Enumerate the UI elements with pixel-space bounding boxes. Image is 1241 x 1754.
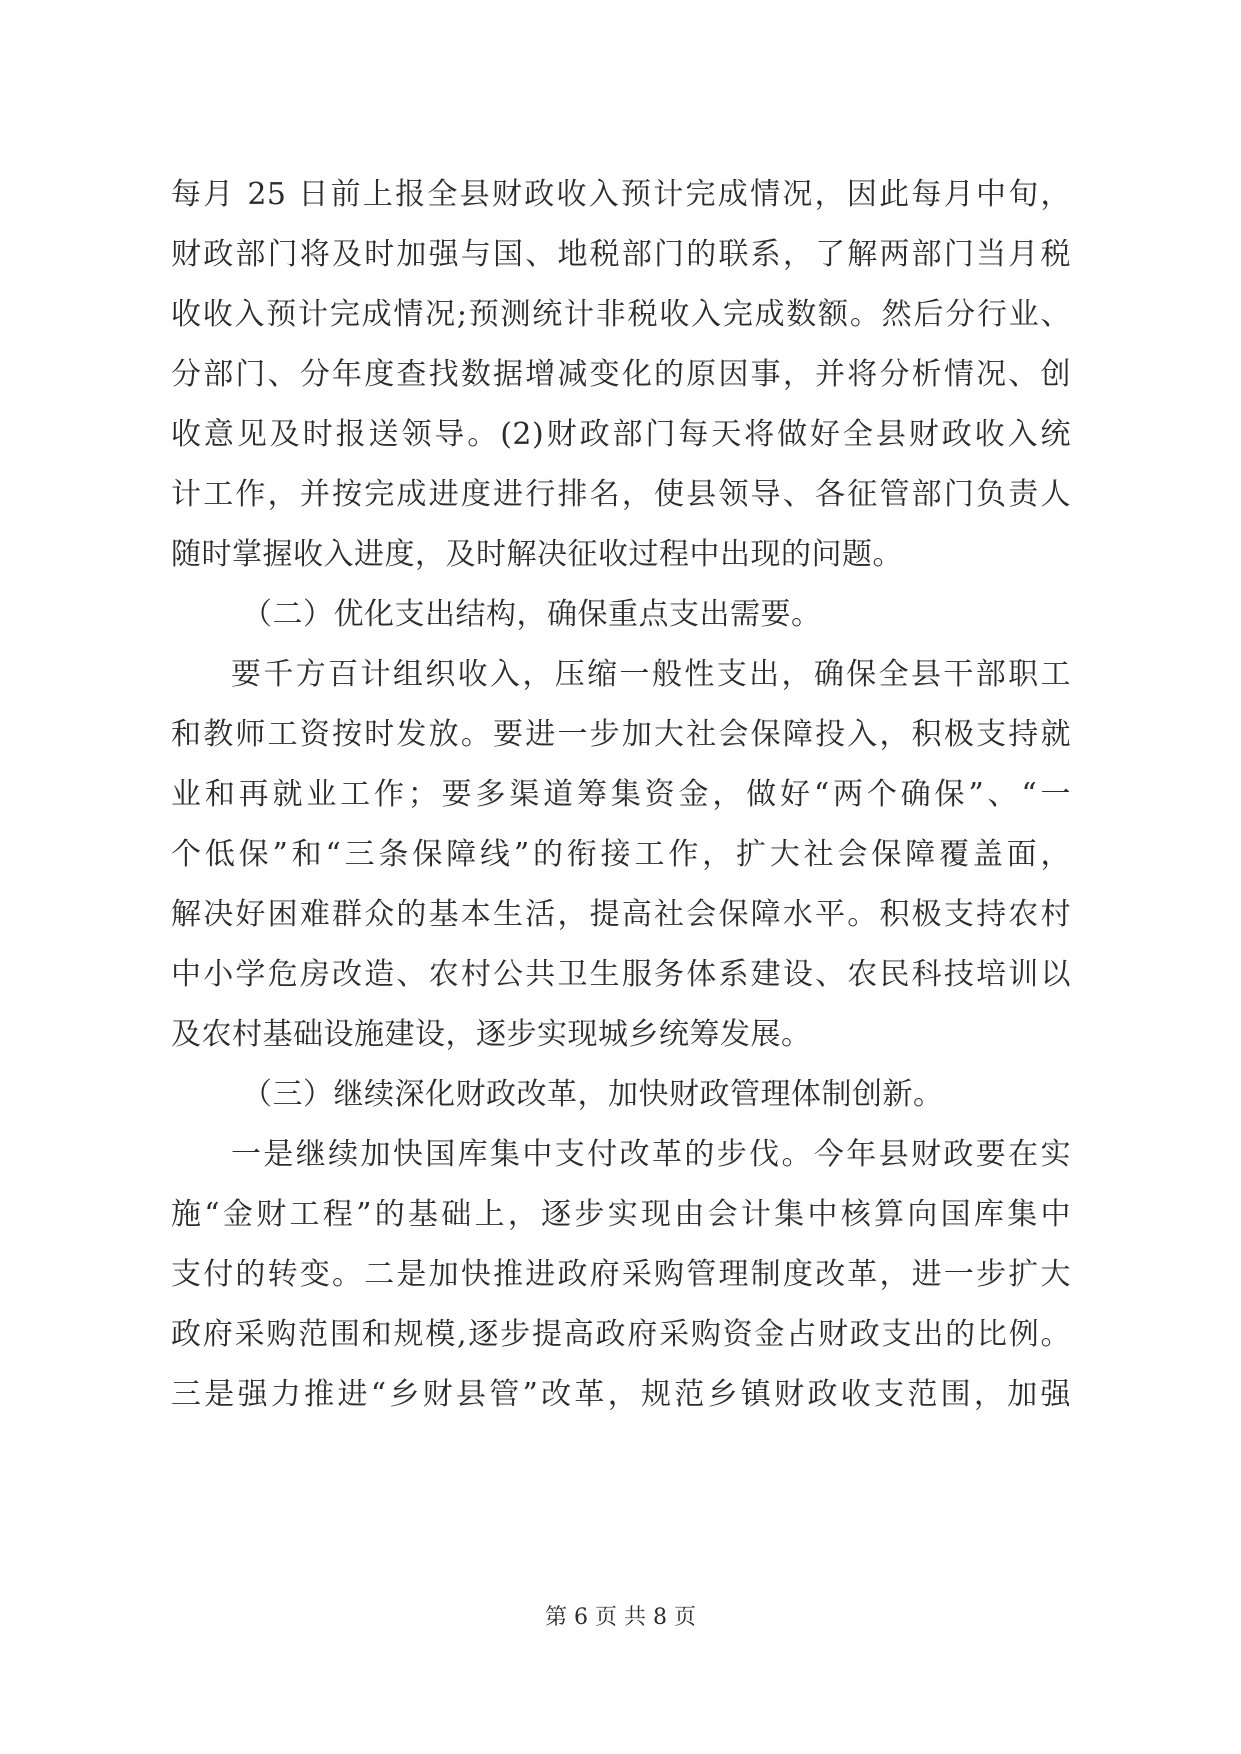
text-line: 政府采购范围和规模,逐步提高政府采购资金占财政支出的比例。	[171, 1317, 1071, 1352]
text-line: 和教师工资按时发放。要进一步加大社会保障投入，积极支持就	[171, 717, 1071, 752]
text-line: 财政部门将及时加强与国、地税部门的联系，了解两部门当月税	[171, 237, 1071, 272]
text-line: 每月 25 日前上报全县财政收入预计完成情况，因此每月中旬，	[171, 177, 1071, 212]
text-line: 支付的转变。二是加快推进政府采购管理制度改革，进一步扩大	[171, 1257, 1071, 1292]
page-number-footer: 第 6 页 共 8 页	[545, 1605, 696, 1630]
text-line: 业和再就业工作；要多渠道筹集资金，做好“两个确保”、“一	[171, 777, 1071, 812]
text-line: 一是继续加快国库集中支付改革的步伐。今年县财政要在实	[231, 1137, 1071, 1172]
text-line: 收意见及时报送领导。(2)财政部门每天将做好全县财政收入统	[171, 417, 1071, 452]
text-line: 中小学危房改造、农村公共卫生服务体系建设、农民科技培训以	[171, 957, 1071, 992]
text-line: 计工作，并按完成进度进行排名，使县领导、各征管部门负责人	[171, 477, 1071, 512]
text-line: 施“金财工程”的基础上，逐步实现由会计集中核算向国库集中	[171, 1197, 1071, 1232]
text-line: 及农村基础设施建设，逐步实现城乡统筹发展。	[171, 1017, 812, 1052]
section-heading: （三）继续深化财政改革，加快财政管理体制创新。	[242, 1077, 944, 1112]
text-line: 解决好困难群众的基本生活，提高社会保障水平。积极支持农村	[171, 897, 1071, 932]
text-line: 随时掌握收入进度，及时解决征收过程中出现的问题。	[171, 537, 903, 572]
text-line: 个低保”和“三条保障线”的衔接工作，扩大社会保障覆盖面，	[171, 837, 1071, 872]
document-body	[171, 165, 1071, 1425]
text-line: 分部门、分年度查找数据增减变化的原因事，并将分析情况、创	[171, 357, 1071, 392]
text-line: 收收入预计完成情况;预测统计非税收入完成数额。然后分行业、	[171, 297, 1071, 332]
text-line: 要千方百计组织收入，压缩一般性支出，确保全县干部职工	[231, 657, 1071, 692]
text-line: 三是强力推进“乡财县管”改革，规范乡镇财政收支范围，加强	[171, 1377, 1071, 1412]
section-heading: （二）优化支出结构，确保重点支出需要。	[242, 597, 822, 632]
